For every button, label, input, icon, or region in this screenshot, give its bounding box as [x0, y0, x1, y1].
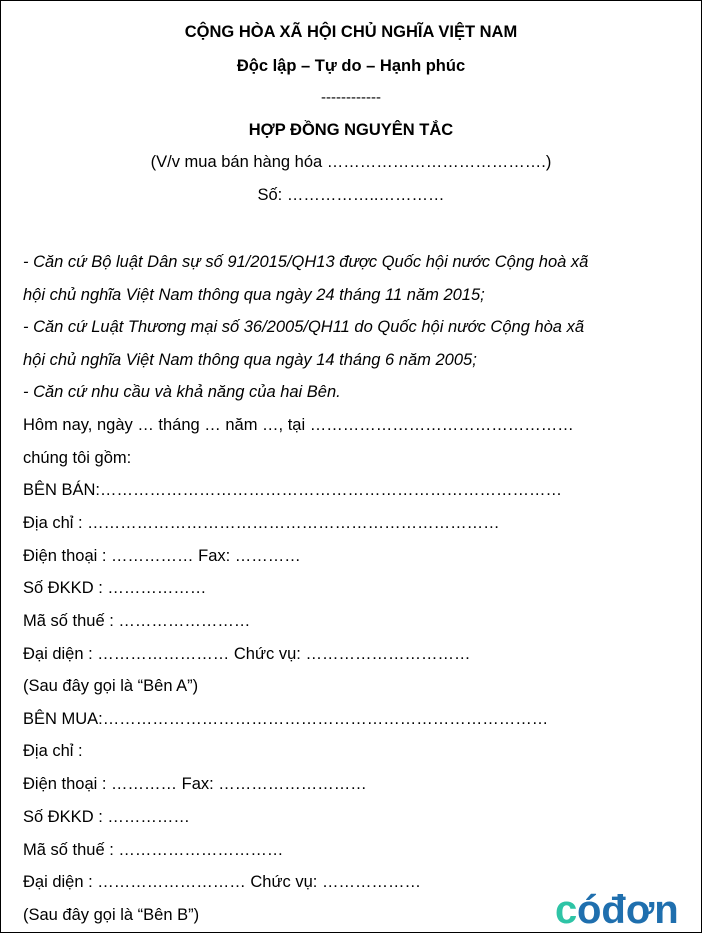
buyer-phone-fax: Điện thoại : ………… Fax: ………………………: [23, 775, 367, 793]
buyer-address: Địa chỉ :: [23, 742, 83, 760]
document-title: HỢP ĐỒNG NGUYÊN TẮC: [248, 121, 454, 139]
buyer-business-reg: Số ĐKKD : ……………: [23, 808, 190, 826]
motto: Độc lập – Tự do – Hạnh phúc: [236, 57, 466, 75]
seller-name: BÊN BÁN:…………………………………………………………………………: [23, 481, 563, 499]
intro-parties: chúng tôi gồm:: [23, 449, 132, 467]
divider: ------------: [321, 89, 381, 106]
nation-heading: CỘNG HÒA XÃ HỘI CHỦ NGHĨA VIỆT NAM: [184, 23, 518, 41]
buyer-name: BÊN MUA:………………………………………………………………………: [23, 710, 549, 728]
svg-text:c: c: [555, 888, 578, 931]
svg-text:óđơn: óđơn: [577, 888, 679, 931]
contract-subject: (V/v mua bán hàng hóa ………………………………….): [150, 153, 552, 171]
seller-alias: (Sau đây gọi là “Bên A”): [23, 677, 199, 695]
seller-business-reg: Số ĐKKD : ………………: [23, 579, 207, 597]
intro-date-place: Hôm nay, ngày … tháng … năm …, tại …………………………………………: [23, 416, 574, 434]
buyer-representative: Đại diện : ……………………… Chức vụ: ………………: [23, 873, 421, 891]
legal-basis-line: hội chủ nghĩa Việt Nam thông qua ngày 24 tháng 11 năm 2015;: [23, 286, 485, 304]
codon-logo: [555, 885, 701, 931]
buyer-alias: (Sau đây gọi là “Bên B”): [23, 906, 200, 924]
legal-basis-line: - Căn cứ nhu cầu và khả năng của hai Bên.: [23, 383, 341, 401]
seller-phone-fax: Điện thoại : …………… Fax: …………: [23, 547, 301, 565]
legal-basis-line: - Căn cứ Bộ luật Dân sự số 91/2015/QH13 được Quốc hội nước Cộng hoà xã: [23, 253, 589, 271]
seller-tax-code: Mã số thuế : ……………………: [23, 612, 251, 630]
legal-basis-line: - Căn cứ Luật Thương mại số 36/2005/QH11 do Quốc hội nước Cộng hòa xã: [23, 318, 584, 336]
contract-number: Số: ……………..…………: [257, 186, 445, 204]
seller-address: Địa chỉ : …………………………………………………………………: [23, 514, 500, 532]
seller-representative: Đại diện : …………………… Chức vụ: …………………………: [23, 645, 471, 663]
buyer-tax-code: Mã số thuế : …………………………: [23, 841, 284, 859]
legal-basis-line: hội chủ nghĩa Việt Nam thông qua ngày 14 tháng 6 năm 2005;: [23, 351, 477, 369]
